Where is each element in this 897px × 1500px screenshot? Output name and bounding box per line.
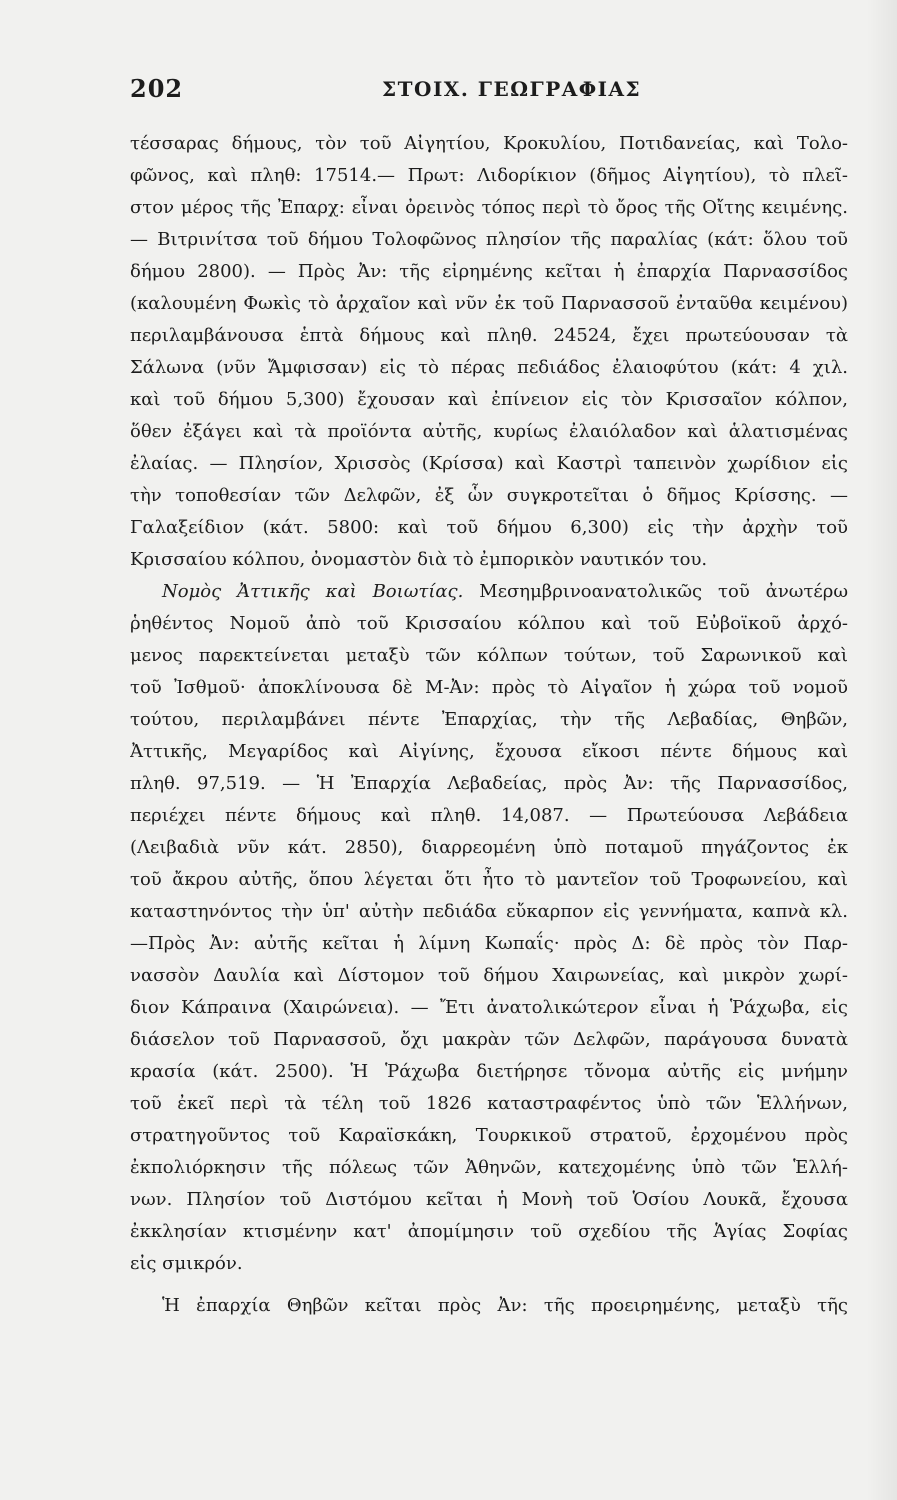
text-line: τὴν τοποθεσίαν τῶν Δελφῶν, ἐξ ὧν συγκροτεῖται ὁ δῆμος Κρίσσης. —	[130, 485, 848, 506]
text-line: δήμου 2800). — Πρὸς Ἀν: τῆς εἰρημένης κεῖται ἡ ἐπαρχία Παρνασσίδος	[130, 261, 848, 282]
text-line: τοῦ ἄκρου αὐτῆς, ὅπου λέγεται ὅτι ἦτο τὸ μαντεῖον τοῦ Τροφωνείου, καὶ	[130, 869, 848, 890]
text-line: Κρισσαίου κόλπου, ὀνομαστὸν διὰ τὸ ἐμπορικὸν ναυτικόν του.	[130, 549, 708, 570]
text-line: μενος παρεκτείνεται μεταξὺ τῶν κόλπων τούτων, τοῦ Σαρωνικοῦ καὶ	[130, 645, 848, 666]
text-line: τέσσαρας δήμους, τὸν τοῦ Αἰγητίου, Κροκυλίου, Ποτιδανείας, καὶ Τολο-	[130, 133, 848, 154]
text-line: ἐκκλησίαν κτισμένην κατ' ἀπομίμησιν τοῦ σχεδίου τῆς Ἁγίας Σοφίας	[130, 1221, 848, 1242]
text-line: (καλουμένη Φωκὶς τὸ ἀρχαῖον καὶ νῦν ἐκ τοῦ Παρνασσοῦ ἐνταῦθα κειμένου)	[130, 293, 848, 314]
text-line: περιλαμβάνουσα ἑπτὰ δήμους καὶ πληθ. 24524, ἔχει πρωτεύουσαν τὰ	[130, 325, 848, 346]
text-line: καταστηνόντος τὴν ὑπ' αὐτὴν πεδιάδα εὔκαρπον εἰς γεννήματα, καπνὰ κλ.	[130, 901, 848, 922]
text-line: τοῦ ἐκεῖ περὶ τὰ τέλη τοῦ 1826 καταστραφέντος ὑπὸ τῶν Ἑλλήνων,	[130, 1093, 848, 1114]
text-line: ῥηθέντος Νομοῦ ἀπὸ τοῦ Κρισσαίου κόλπου καὶ τοῦ Εὐβοϊκοῦ ἀρχό-	[130, 613, 848, 634]
section-heading-line: Νομὸς Ἀττικῆς καὶ Βοιωτίας. Μεσημβρινοανατολικῶς τοῦ ἀνωτέρω	[162, 581, 848, 602]
text-line: Ἀττικῆς, Μεγαρίδος καὶ Αἰγίνης, ἔχουσα εἴκοσι πέντε δήμους καὶ	[130, 741, 848, 762]
running-head: ΣΤΟΙΧ. ΓΕΩΓΡΑΦΙΑΣ	[382, 77, 642, 101]
text-line: πληθ. 97,519. — Ἡ Ἐπαρχία Λεβαδείας, πρὸς Ἀν: τῆς Παρνασσίδος,	[130, 773, 848, 794]
text-line: Ἡ ἐπαρχία Θηβῶν κεῖται πρὸς Ἀν: τῆς προειρημένης, μεταξὺ τῆς	[162, 1295, 848, 1316]
text-line: τοῦ Ἰσθμοῦ· ἀποκλίνουσα δὲ Μ-Ἀν: πρὸς τὸ Αἰγαῖον ἡ χώρα τοῦ νομοῦ	[130, 677, 848, 698]
text-line: εἰς σμικρόν.	[130, 1253, 243, 1274]
text-line: καὶ τοῦ δήμου 5,300) ἔχουσαν καὶ ἐπίνειον εἰς τὸν Κρισσαῖον κόλπον,	[130, 389, 848, 410]
text-line: κρασία (κάτ. 2500). Ἡ Ῥάχωβα διετήρησε τὄνομα αὐτῆς εἰς μνήμην	[130, 1061, 848, 1082]
text-line: Γαλαξείδιον (κάτ. 5800: καὶ τοῦ δήμου 6,300) εἰς τὴν ἀρχὴν τοῦ	[130, 517, 848, 538]
text-line: νασσὸν Δαυλία καὶ Δίστομον τοῦ δήμου Χαιρωνείας, καὶ μικρὸν χωρί-	[130, 965, 848, 986]
text-line: διον Κάπραινα (Χαιρώνεια). — Ἔτι ἀνατολικώτερον εἶναι ἡ Ῥάχωβα, εἰς	[130, 997, 848, 1018]
paragraph-gap	[130, 1280, 848, 1290]
page-edge-shadow	[867, 0, 897, 1500]
body-text	[130, 128, 848, 1322]
text-line: Σάλωνα (νῦν Ἄμφισσαν) εἰς τὸ πέρας πεδιάδος ἐλαιοφύτου (κάτ: 4 χιλ.	[130, 357, 848, 378]
text-line: στον μέρος τῆς Ἐπαρχ: εἶναι ὀρεινὸς τόπος περὶ τὸ ὄρος τῆς Οἴτης κειμένης.	[130, 197, 848, 218]
text-line: διάσελον τοῦ Παρνασσοῦ, ὄχι μακρὰν τῶν Δελφῶν, παράγουσα δυνατὰ	[130, 1029, 848, 1050]
page-number: 202	[130, 74, 184, 103]
text-line: ὅθεν ἐξάγει καὶ τὰ προϊόντα αὐτῆς, κυρίως ἐλαιόλαδον καὶ ἁλατισμένας	[130, 421, 848, 442]
text-line: περιέχει πέντε δήμους καὶ πληθ. 14,087. — Πρωτεύουσα Λεβάδεια	[130, 805, 848, 826]
text-line: νων. Πλησίον τοῦ Διστόμου κεῖται ἡ Μονὴ τοῦ Ὁσίου Λουκᾶ, ἔχουσα	[130, 1189, 848, 1210]
text-line: τούτου, περιλαμβάνει πέντε Ἐπαρχίας, τὴν τῆς Λεβαδίας, Θηβῶν,	[130, 709, 848, 730]
text-line: ἐκπολιόρκησιν τῆς πόλεως τῶν Ἀθηνῶν, κατεχομένης ὑπὸ τῶν Ἑλλή-	[130, 1157, 848, 1178]
text-line: — Βιτρινίτσα τοῦ δήμου Τολοφῶνος πλησίον τῆς παραλίας (κάτ: ὅλου τοῦ	[130, 229, 848, 250]
text-line: (Λειβαδιὰ νῦν κάτ. 2850), διαρρεομένη ὑπὸ ποταμοῦ πηγάζοντος ἐκ	[130, 837, 848, 858]
text-line: ἐλαίας. — Πλησίον, Χρισσὸς (Κρίσσα) καὶ Καστρὶ ταπεινὸν χωρίδιον εἰς	[130, 453, 848, 474]
text-line: φῶνος, καὶ πληθ: 17514.— Πρωτ: Λιδορίκιον (δῆμος Αἰγητίου), τὸ πλεῖ-	[130, 165, 848, 186]
text-line: —Πρὸς Ἀν: αὐτῆς κεῖται ἡ λίμνη Κωπαΐς· πρὸς Δ: δὲ πρὸς τὸν Παρ-	[130, 933, 848, 954]
page-header	[130, 74, 850, 110]
text-line: στρατηγοῦντος τοῦ Καραϊσκάκη, Τουρκικοῦ στρατοῦ, ἐρχομένου πρὸς	[130, 1125, 848, 1146]
